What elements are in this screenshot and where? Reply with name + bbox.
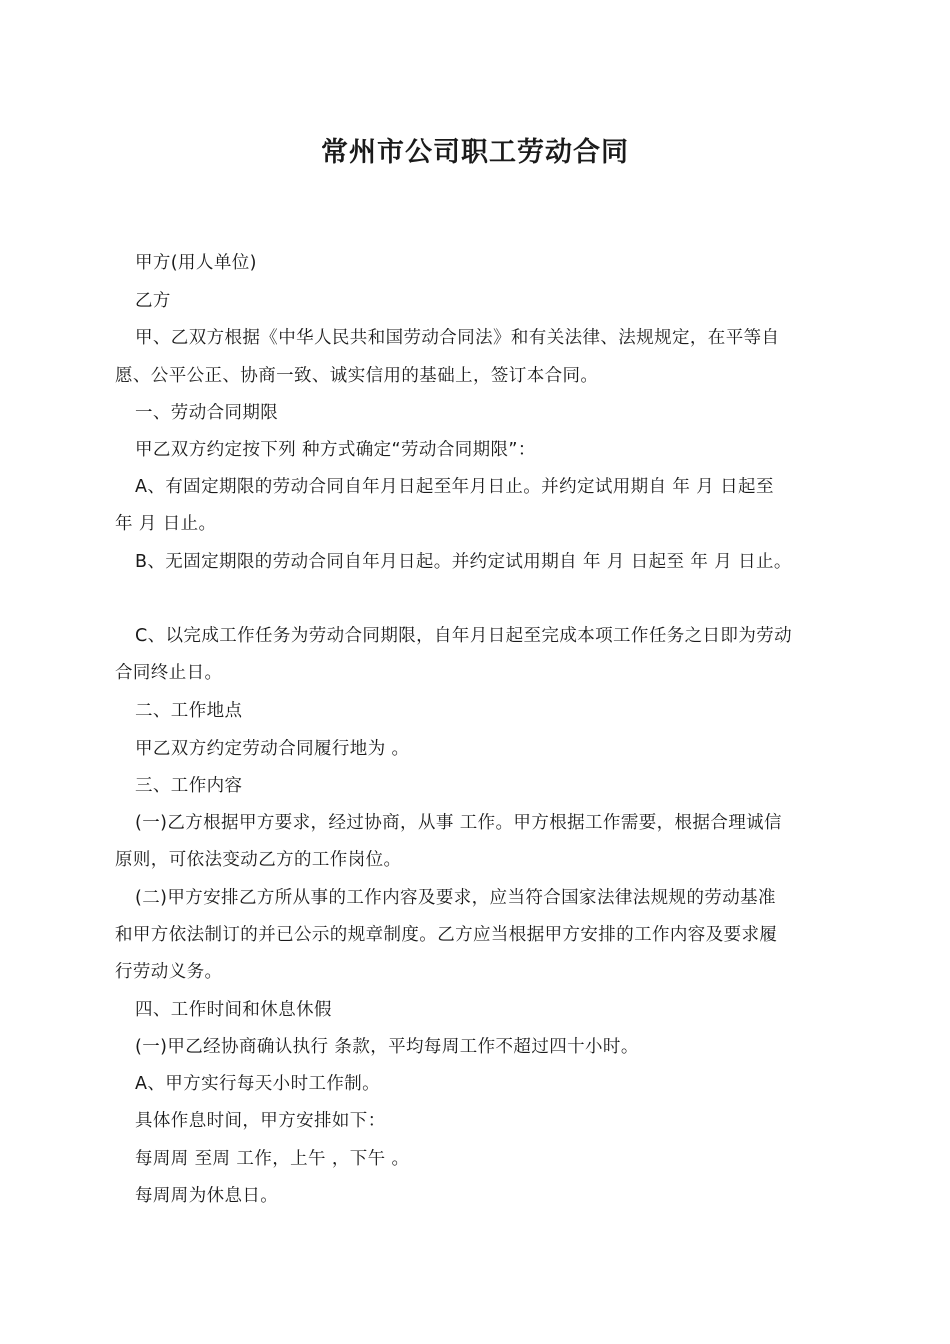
paragraph-line: 年 月 日止。 — [115, 514, 217, 534]
paragraph-line: 和甲方依法制订的并已公示的规章制度。乙方应当根据甲方安排的工作内容及要求履 — [115, 925, 778, 945]
paragraph-line: 具体作息时间，甲方安排如下： — [135, 1111, 386, 1131]
party-a-line: 甲方(用人单位) — [135, 253, 257, 273]
paragraph-line: A、甲方实行每天小时工作制。 — [135, 1074, 381, 1094]
section-heading: 二、工作地点 — [135, 701, 243, 721]
paragraph-line: 甲乙双方约定劳动合同履行地为 。 — [135, 739, 410, 759]
paragraph-line: A、有固定期限的劳动合同自年月日起至年月日止。并约定试用期自 年 月 日起至 — [135, 477, 774, 497]
paragraph-line: 每周周为休息日。 — [135, 1186, 279, 1206]
paragraph-line: 甲、乙双方根据《中华人民共和国劳动合同法》和有关法律、法规规定，在平等自 — [135, 328, 780, 348]
party-b-line: 乙方 — [135, 291, 171, 311]
paragraph-line: 行劳动义务。 — [115, 962, 223, 982]
paragraph-line: (二)甲方安排乙方所从事的工作内容及要求，应当符合国家法律法规规的劳动基准 — [135, 888, 776, 908]
section-heading: 四、工作时间和休息休假 — [135, 1000, 332, 1020]
section-heading: 一、劳动合同期限 — [135, 403, 279, 423]
section-heading: 三、工作内容 — [135, 776, 243, 796]
paragraph-line: B、无固定期限的劳动合同自年月日起。并约定试用期自 年 月 日起至 年 月 日止。 — [135, 552, 792, 572]
paragraph-line: 愿、公平公正、协商一致、诚实信用的基础上，签订本合同。 — [115, 366, 599, 386]
paragraph-line: (一)乙方根据甲方要求，经过协商，从事 工作。甲方根据工作需要，根据合理诚信 — [135, 813, 782, 833]
paragraph-line: 合同终止日。 — [115, 663, 223, 683]
paragraph-line: 原则，可依法变动乙方的工作岗位。 — [115, 850, 402, 870]
paragraph-line: (一)甲乙经协商确认执行 条款，平均每周工作不超过四十小时。 — [135, 1037, 639, 1057]
paragraph-line: C、以完成工作任务为劳动合同期限，自年月日起至完成本项工作任务之日即为劳动 — [135, 626, 793, 646]
paragraph-line: 每周周 至周 工作，上午 ，下午 。 — [135, 1149, 410, 1169]
paragraph-line: 甲乙双方约定按下列 种方式确定“劳动合同期限”： — [135, 440, 536, 460]
document-title: 常州市公司职工劳动合同 — [321, 137, 629, 168]
